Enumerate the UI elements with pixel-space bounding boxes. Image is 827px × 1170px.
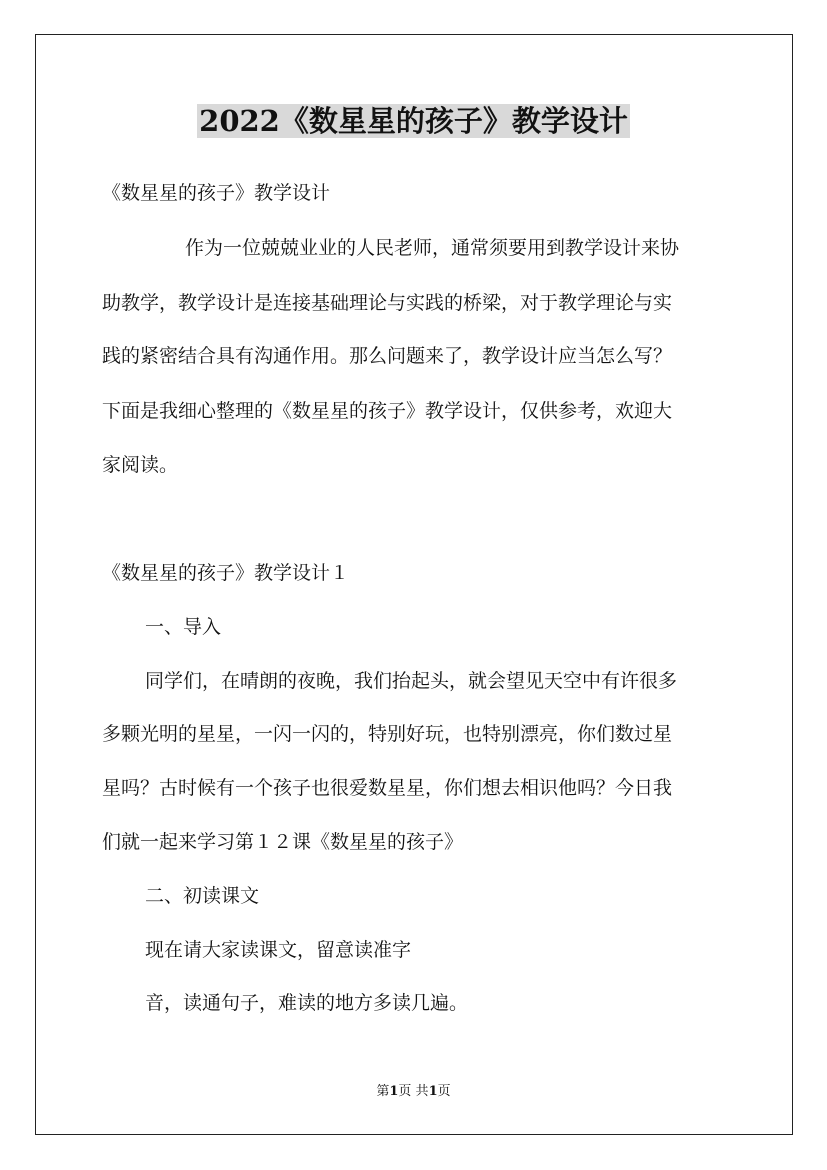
intro-line-1: 作为一位兢兢业业的人民老师，通常须要用到教学设计来协 [185, 237, 680, 259]
footer-prefix: 第 [376, 1084, 390, 1099]
intro-line-2: 助教学，教学设计是连接基础理论与实践的桥梁，对于教学理论与实 [102, 292, 673, 314]
page-footer [0, 1083, 827, 1101]
intro-line-5: 家阅读。 [102, 454, 179, 476]
section-1-heading: 《数星星的孩子》教学设计１ [102, 562, 350, 584]
part-1-line-2: 多颗光明的星星，一闪一闪的，特别好玩，也特别漂亮，你们数过星 [102, 723, 673, 745]
intro-line-4: 下面是我细心整理的《数星星的孩子》教学设计，仅供参考，欢迎大 [102, 400, 673, 422]
part-2-heading: 二、初读课文 [145, 885, 260, 907]
part-2-line-1: 现在请大家读课文，留意读准字 [145, 939, 412, 961]
document-title [0, 100, 827, 142]
footer-mid: 页 共 [398, 1084, 429, 1099]
part-1-heading: 一、导入 [145, 616, 222, 638]
footer-total-pages: 1 [428, 1084, 438, 1099]
subtitle: 《数星星的孩子》教学设计 [102, 182, 331, 204]
part-1-line-1: 同学们，在晴朗的夜晚，我们抬起头，就会望见天空中有许很多 [145, 670, 678, 692]
part-1-line-4: 们就一起来学习第１２课《数星星的孩子》 [102, 831, 464, 853]
part-2-line-2: 音，读通句子，难读的地方多读几遍。 [145, 992, 469, 1014]
footer-suffix: 页 [437, 1084, 451, 1099]
footer-current-page: 1 [389, 1084, 399, 1099]
document-title-text: 2022《数星星的孩子》教学设计 [199, 104, 628, 138]
part-1-line-3: 星吗？古时候有一个孩子也很爱数星星，你们想去相识他吗？今日我 [102, 777, 673, 799]
intro-line-3: 践的紧密结合具有沟通作用。那么问题来了，教学设计应当怎么写？ [102, 345, 673, 367]
